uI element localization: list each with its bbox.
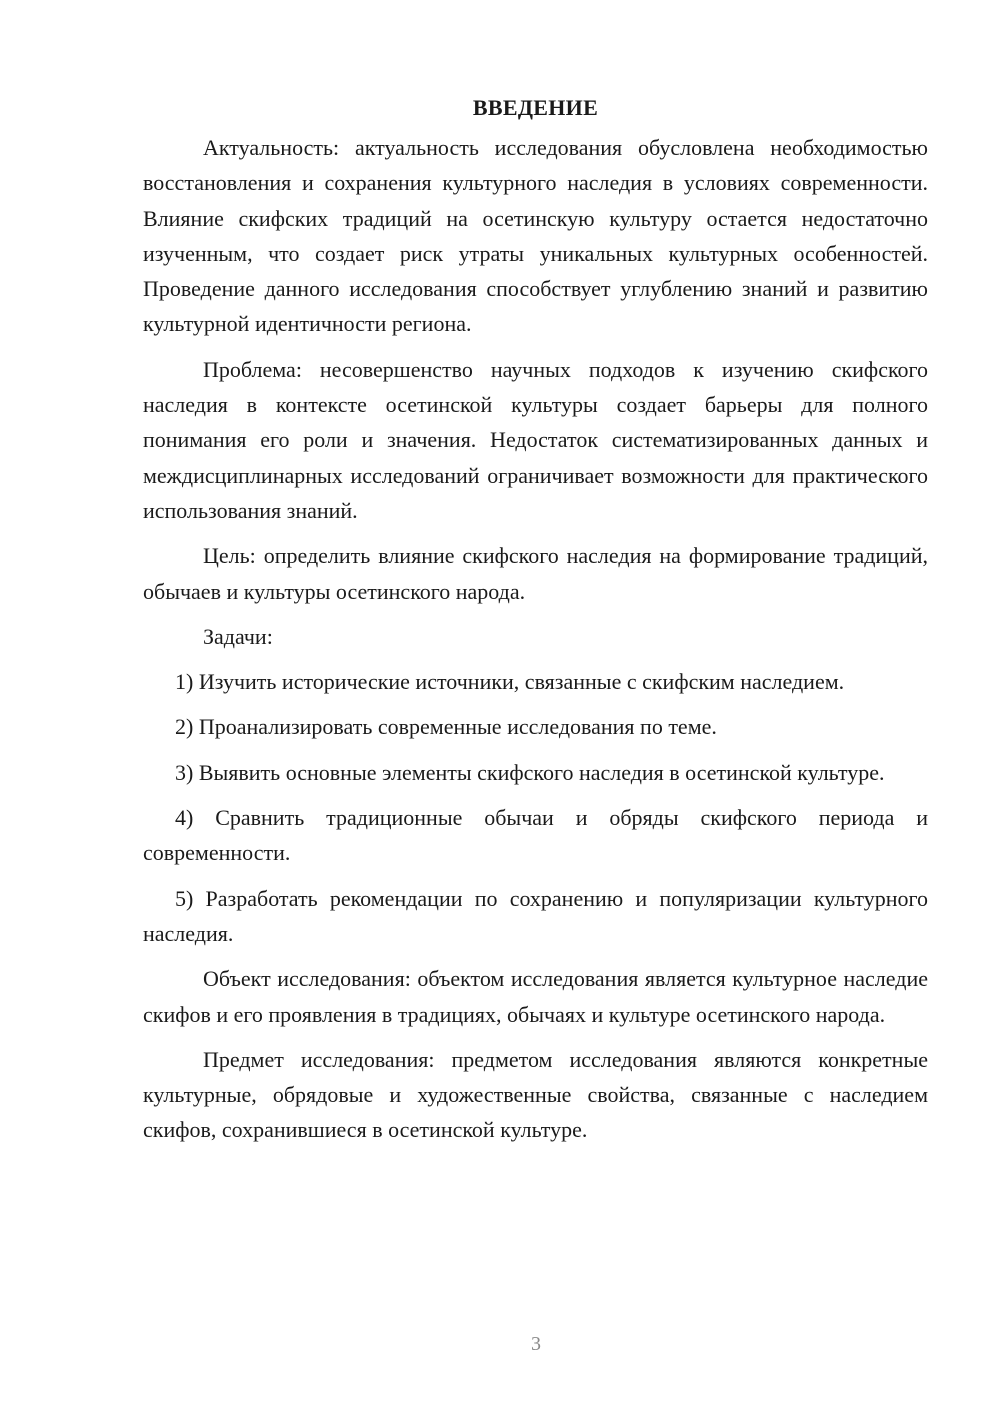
task-item: 3) Выявить основные элементы скифского наследия в осетинской культуре. bbox=[175, 759, 885, 785]
relevance-paragraph: Актуальность: актуальность исследования обусловлена необходимостью восстановления и сохранения культурного наследия в условиях современности. Влияние скифских традиций на осетинскую культуру остается недостаточно изученным, что создает риск утраты уникальных культурных особенностей. Проведение данного исследования способствует углублению знаний и развитию культурной идентичности региона. bbox=[143, 135, 928, 337]
task-item: 1) Изучить исторические источники, связанные с скифским наследием. bbox=[175, 669, 845, 695]
page-number: 3 bbox=[531, 1333, 541, 1355]
task-item: 5) Разработать рекомендации по сохранению и популяризации культурного наследия. bbox=[143, 885, 928, 946]
tasks-label: Задачи: bbox=[203, 623, 273, 649]
task-item: 2) Проанализировать современные исследования по теме. bbox=[175, 714, 717, 740]
section-heading: ВВЕДЕНИЕ bbox=[472, 95, 599, 120]
task-item: 4) Сравнить традиционные обычаи и обряды скифского периода и современности. bbox=[143, 805, 928, 866]
goal-paragraph: Цель: определить влияние скифского наследия на формирование традиций, обычаев и культуры осетинского народа. bbox=[143, 543, 928, 604]
problem-paragraph: Проблема: несовершенство научных подходов к изучению скифского наследия в контексте осетинской культуры создает барьеры для полного понимания его роли и значения. Недостаток систематизированных данных и междисциплинарных исследований ограничивает возможности для практического использования знаний. bbox=[143, 356, 928, 523]
object-paragraph: Объект исследования: объектом исследования является культурное наследие скифов и его проявления в традициях, обычаях и культуре осетинского народа. bbox=[143, 966, 928, 1027]
document-page bbox=[143, 90, 928, 1158]
subject-paragraph: Предмет исследования: предметом исследования являются конкретные культурные, обрядовые и художественные свойства, связанные с наследием скифов, сохранившиеся в осетинской культуре. bbox=[143, 1046, 928, 1143]
